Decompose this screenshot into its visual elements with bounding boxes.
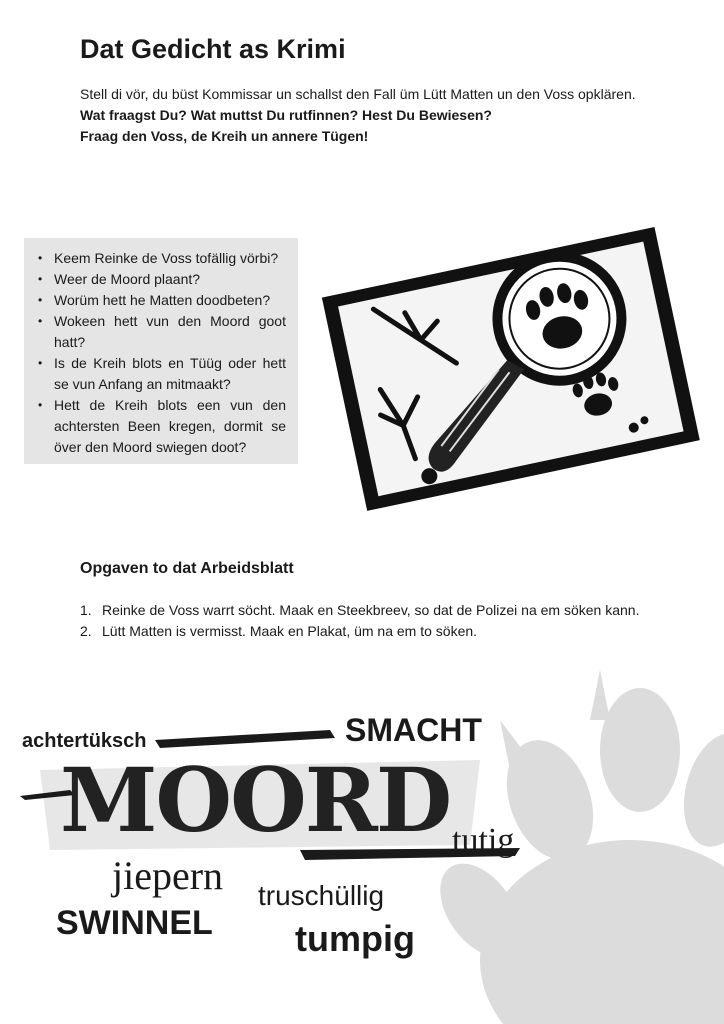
intro-text [80,84,640,147]
task-item [80,621,640,642]
word-jiepern: jiepern [112,853,224,898]
page-title: Dat Gedicht as Krimi [80,34,346,64]
tasks-list [80,600,640,642]
word-swinnel: SWINNEL [56,904,213,942]
word-achtertuksch: achtertüksch [22,730,147,752]
question-item: • Weer de Moord plaant? [36,269,286,290]
task-number: 2. [80,623,92,639]
word-moord: MOORD [60,748,451,852]
question-item: • Hett de Kreih blots een vun den achtersten Been kregen, dormit se över den Moord swiegen doot? [36,395,286,458]
questions-list [36,248,286,458]
task-text: Reinke de Voss warrt söcht. Maak en Steekbreev, so dat de Polizei na em söken kann. [102,602,640,618]
tasks-title: Opgaven to dat Arbeidsblatt [80,560,294,577]
magnifier-paw-print-icon [318,212,702,518]
question-item: • Worüm hett he Matten doodbeten? [36,290,286,311]
intro-line: Stell di vör, du büst Kommissar un schallst den Fall üm Lütt Matten un den Voss opklären. [80,86,636,102]
question-item: • Is de Kreih blots en Tüüg oder hett se vun Anfang an mitmaakt? [36,353,286,395]
word-smacht: SMACHT [345,712,482,748]
question-item: • Keem Reinke de Voss tofällig vörbi? [36,248,286,269]
intro-question-line: Wat fraagst Du? Wat muttst Du rutfinnen? Hest Du Bewiesen? [80,107,492,123]
task-text: Lütt Matten is vermisst. Maak en Plakat, üm na em to söken. [102,623,478,639]
question-item: • Wokeen hett vun den Moord goot hatt? [36,311,286,353]
word-tumpig: tumpig [295,918,415,959]
word-tutig: tutig [452,822,515,859]
word-truschullig: truschüllig [258,880,385,911]
task-item [80,600,640,621]
intro-instruction-line: Fraag den Voss, de Kreih un annere Tügen! [80,128,369,144]
task-number: 1. [80,602,92,618]
questions-box [24,238,298,464]
